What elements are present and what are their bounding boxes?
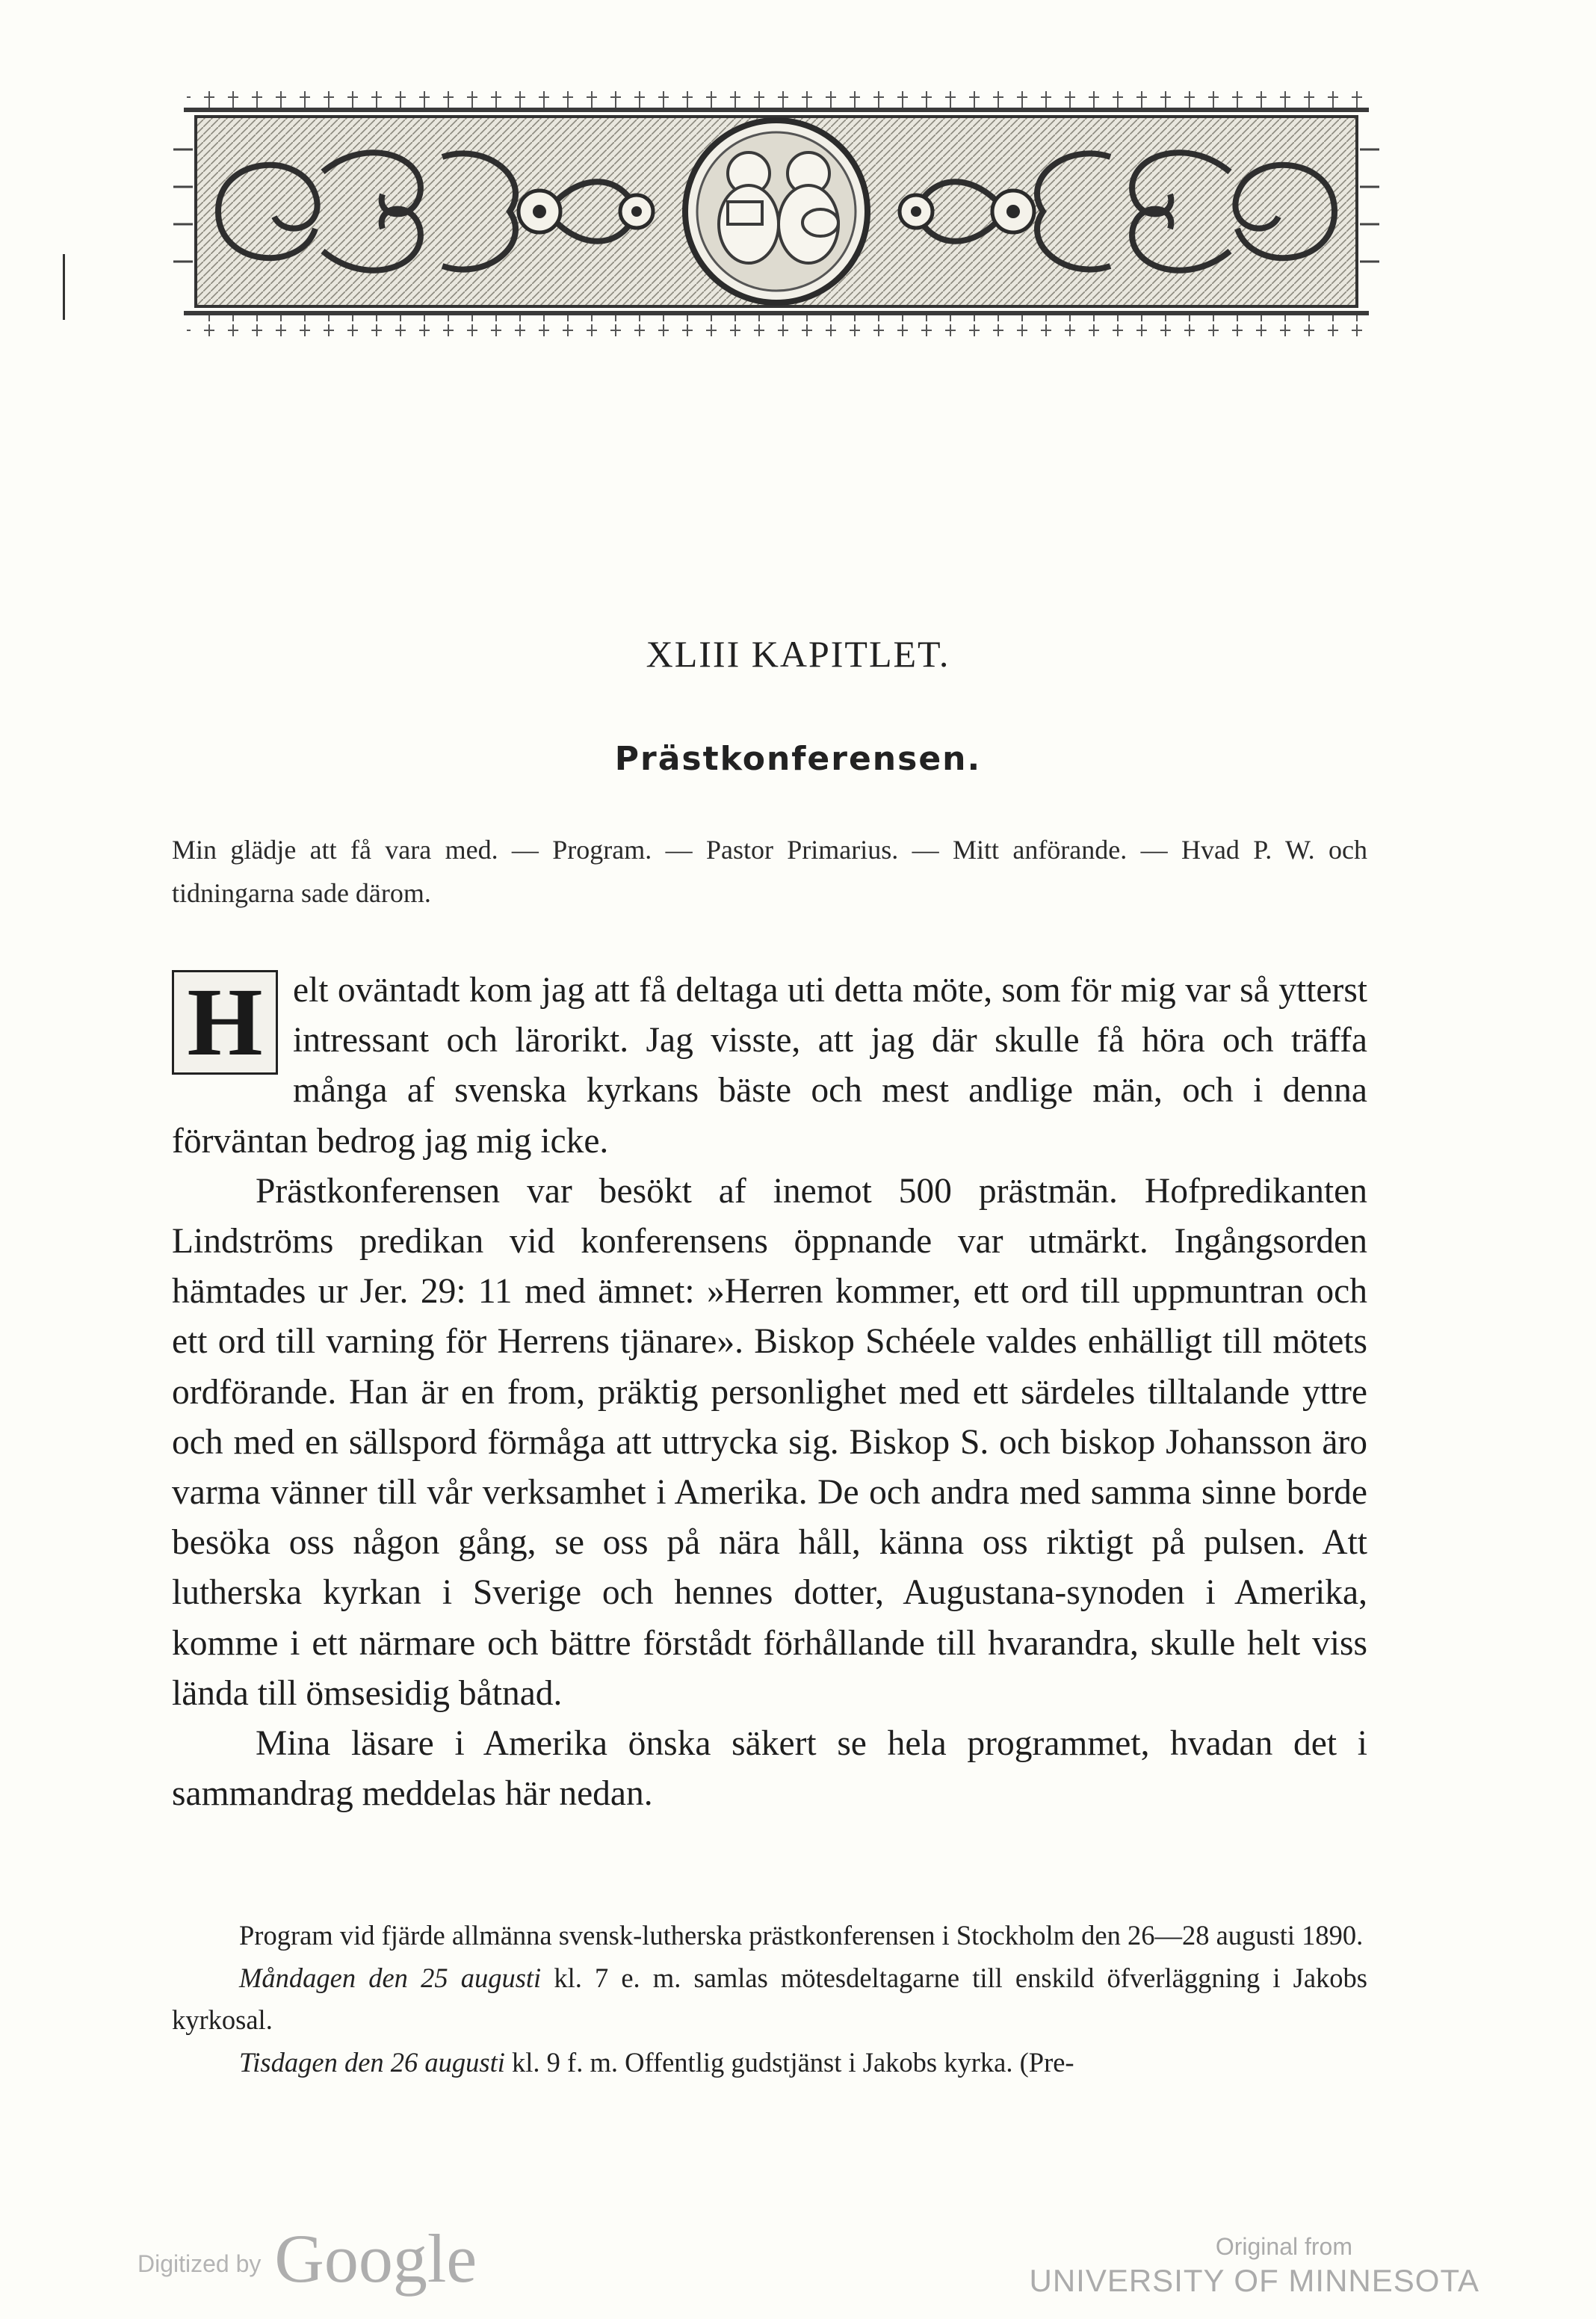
digitized-label: Digitized by	[137, 2250, 262, 2277]
chapter-summary: Min glädje att få vara med. — Program. — Pastor Primarius. — Mitt anförande. — Hvad P. W. och tidningarna sade därom.	[172, 835, 1367, 908]
university-label: UNIVERSITY OF MINNESOTA	[1029, 2263, 1479, 2298]
program-day-2-text: kl. 9 f. m. Offentlig gudstjänst i Jakobs kyrka. (Pre-	[504, 2046, 1074, 2078]
program-day-2-label: Tisdagen den 26 augusti	[239, 2046, 505, 2078]
program-day-2	[172, 2042, 1367, 2084]
program-day-1	[172, 1957, 1367, 2042]
body-text	[172, 966, 1367, 1819]
source-watermark	[971, 2232, 1479, 2300]
margin-mark	[63, 254, 65, 320]
program-section	[172, 1915, 1367, 2084]
program-day-1-text: kl. 7 e. m. samlas mötesdeltagarne till enskild öfverläggning i Jakobs kyrkosal.	[172, 1962, 1367, 2035]
chapter-title: XLIII KAPITLET.	[646, 633, 950, 675]
paragraph-3: Mina läsare i Amerika önska säkert se hela programmet, hvadan det i sammandrag meddelas här nedan.	[172, 1724, 1367, 1814]
drop-cap: H	[172, 970, 278, 1075]
program-heading: Program vid fjärde allmänna svensk-lutherska prästkonferensen i Stockholm den 26—28 augusti 1890.	[239, 1920, 1364, 1951]
original-from-label: Original from	[1215, 2233, 1352, 2260]
paragraph-2: Prästkonferensen var besökt af inemot 500 prästmän. Hofpredikanten Lindströms predikan vid konferensens öppnande var utmärkt. Ingångsorden hämtades ur Jer. 29: 11 med ämnet: »Herren kommer, ett ord till uppmuntran och ett ord till varning för Herrens tjänare». Biskop Schéele valdes enhälligt till mötets ordförande. Han är en from, präktig personlighet med ett särdeles tilltalande yttre och med en sällspord förmåga att uttrycka sig. Biskop S. och biskop Johansson äro varma vänner till vår verksamhet i Amerika. De och andra med samma sinne borde besöka oss någon gång, se oss på nära håll, känna oss riktigt på pulsen. Att lutherska kyrkan i Sverige och hennes dotter, Augustana-synoden i Amerika, komme i ett närmare och bättre förstådt förhållande till hvarandra, skulle helt viss lända till ömsesidig båtnad.	[172, 1171, 1367, 1713]
program-day-1-label: Måndagen den 25 augusti	[239, 1962, 542, 1993]
paragraph-1-text: elt oväntadt kom jag att få deltaga uti detta möte, som för mig var så ytterst intressant och lärorikt. Jag visste, att jag där skulle få höra och träffa många af svenska kyrkans bäste och mest andlige män, och i denna förväntan bedrog jag mig icke.	[172, 971, 1367, 1161]
header-ornament	[173, 90, 1379, 336]
digitized-by-watermark	[137, 2218, 477, 2297]
paragraph-1	[172, 966, 1367, 1167]
google-logo: Google	[274, 2220, 477, 2297]
chapter-subtitle: Prästkonferensen.	[614, 740, 982, 778]
